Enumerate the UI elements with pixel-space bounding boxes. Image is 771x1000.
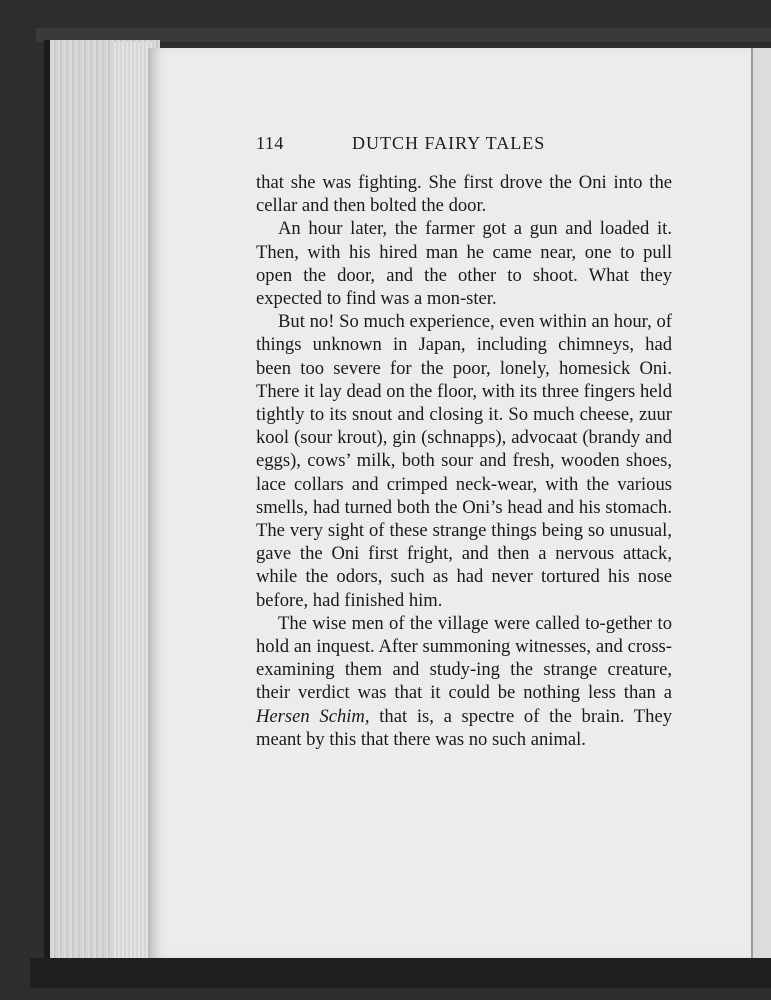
paragraph-4-text-before: The wise men of the village were called to-gether to hold an inquest. After summoning witnesses, and cross-examining them and study-ing the strange creature, their verdict was that it could be nothing less than a [256, 612, 672, 704]
paragraph-4 [256, 612, 672, 751]
paragraph-3: But no! So much experience, even within an hour, of things unknown in Japan, including chimneys, had been too severe for the poor, lonely, homesick Oni. There it lay dead on the floor, with its three fingers held tightly to its snout and closing it. So much cheese, zuur kool (sour krout), gin (schnapps), advocaat (brandy and eggs), cows’ milk, both sour and fresh, wooden shoes, lace collars and crimped neck-wear, with the various smells, had turned both the Oni’s head and his stomach. The very sight of these strange things being so unusual, gave the Oni first fright, and then a nervous attack, while the odors, such as had never tortured his nose before, had finished him. [256, 311, 672, 611]
facing-page-edge [751, 48, 771, 958]
book-title: DUTCH FAIRY TALES [352, 133, 546, 153]
page-number: 114 [256, 133, 284, 153]
italic-term: Hersen Schim, [256, 705, 370, 727]
book-cover-bottom [30, 958, 771, 988]
paragraph-1: that she was fighting. She first drove the Oni into the cellar and then bolted the door. [256, 172, 672, 217]
paragraph-2: An hour later, the farmer got a gun and loaded it. Then, with his hired man he came near, one to pull open the door, and the other to shoot. What they expected to find was a mon-ster. [256, 218, 672, 310]
body-text [256, 171, 672, 751]
page-edges-inner [112, 42, 152, 958]
running-head [256, 133, 676, 159]
paragraph-4-text-after: that is, a spectre of the brain. They meant by this that there was no such animal. [256, 705, 672, 750]
